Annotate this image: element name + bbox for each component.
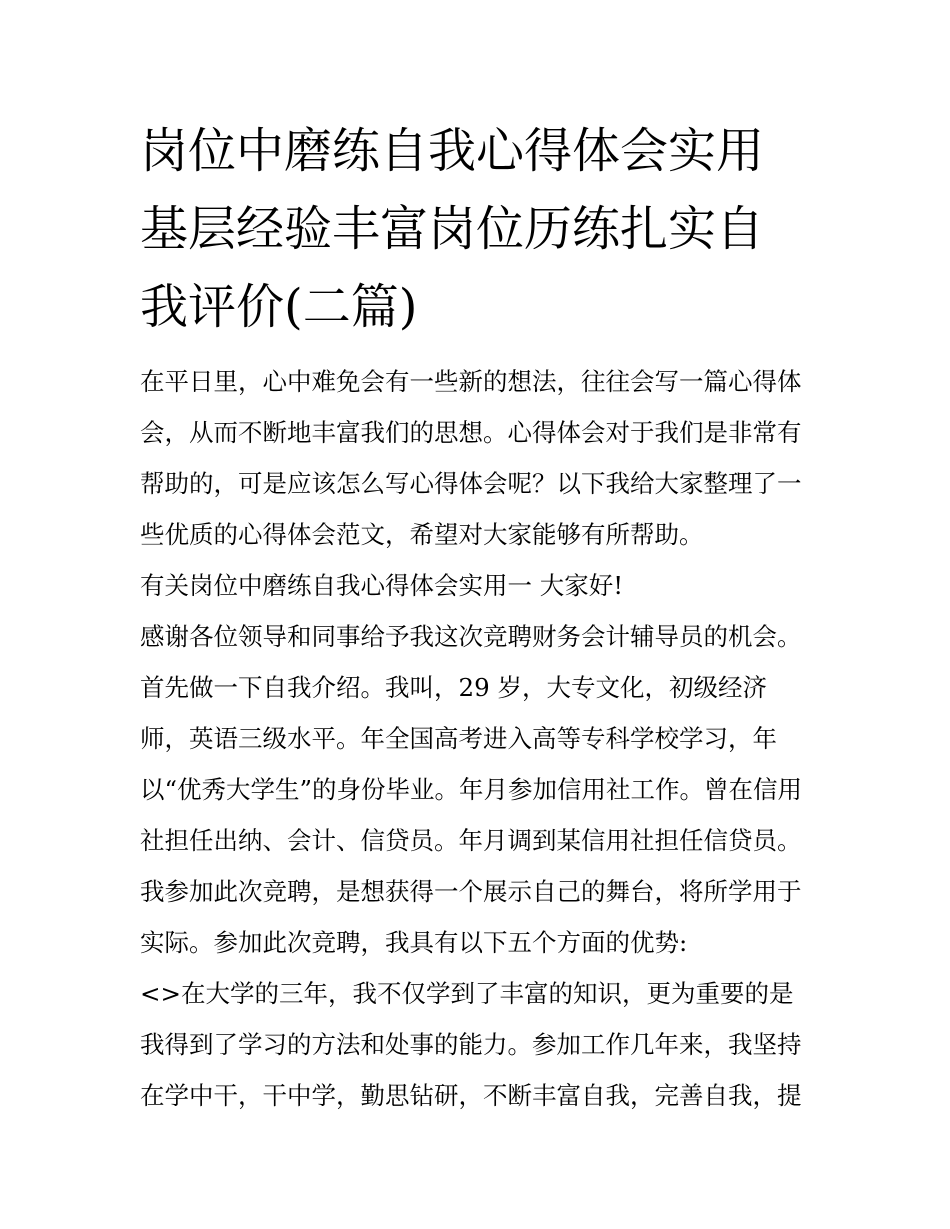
document-body: [140, 356, 820, 1121]
text-line: 会，从而不断地丰富我们的思想。心得体会对于我们是非常有: [140, 418, 802, 447]
title-line: 我评价(二篇): [140, 279, 418, 335]
text-line: 帮助的，可是应该怎么写心得体会呢？以下我给大家整理了一: [140, 469, 802, 498]
text-line: 社担任出纳、会计、信贷员。年月调到某信用社担任信贷员。: [140, 826, 802, 855]
text-line: 在学中干，干中学，勤思钻研，不断丰富自我，完善自我，提: [140, 1081, 802, 1110]
text-line: 我得到了学习的方法和处事的能力。参加工作几年来，我坚持: [140, 1030, 802, 1059]
text-line: 感谢各位领导和同事给予我这次竞聘财务会计辅导员的机会。: [140, 622, 802, 651]
text-line: 有关岗位中磨练自我心得体会实用一 大家好!: [140, 571, 624, 600]
title-line: 基层经验丰富岗位历练扎实自: [140, 201, 765, 257]
title-line: 岗位中磨练自我心得体会实用: [140, 123, 765, 179]
text-line: <>在大学的三年，我不仅学到了丰富的知识，更为重要的是: [140, 979, 794, 1008]
text-line: 些优质的心得体会范文，希望对大家能够有所帮助。: [140, 520, 704, 549]
document-title: [140, 112, 820, 346]
text-line: 实际。参加此次竞聘，我具有以下五个方面的优势:: [140, 928, 688, 957]
text-line: 首先做一下自我介绍。我叫，29 岁，大专文化，初级经济: [140, 673, 767, 702]
document-page: [140, 112, 820, 1121]
text-line: 以“优秀大学生”的身份毕业。年月参加信用社工作。曾在信用: [140, 775, 803, 804]
text-line: 师，英语三级水平。年全国高考进入高等专科学校学习，年: [140, 724, 777, 753]
text-line: 我参加此次竞聘，是想获得一个展示自己的舞台，将所学用于: [140, 877, 802, 906]
text-line: 在平日里，心中难免会有一些新的想法，往往会写一篇心得体: [140, 367, 802, 396]
